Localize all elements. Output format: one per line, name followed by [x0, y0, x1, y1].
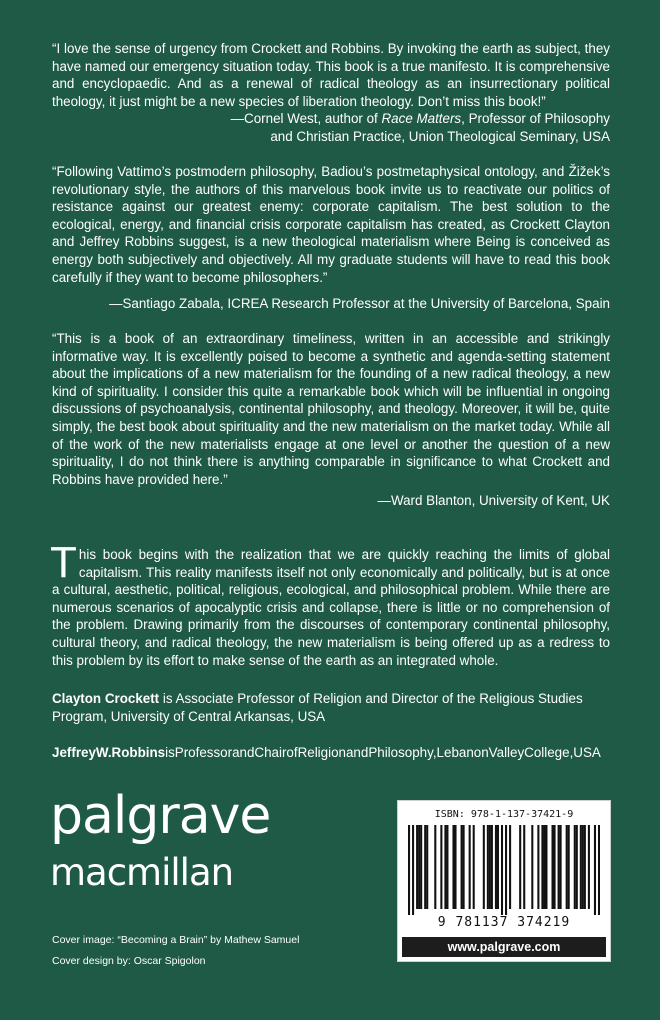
drop-cap: T	[50, 538, 77, 587]
barcode-bar	[416, 825, 418, 909]
attribution-text: and Christian Practice, Union Theological Seminary, USA	[270, 128, 610, 144]
cover-image-credit: Cover image: “Becoming a Brain” by Mathew Samuel	[52, 934, 300, 946]
barcode-bar	[461, 825, 463, 909]
cover-design-credit: Cover design by: Oscar Spigolon	[52, 955, 206, 967]
barcode-bar	[491, 825, 493, 909]
barcode-bar	[580, 825, 582, 909]
attribution-ward-blanton: —Ward Blanton, University of Kent, UK	[377, 493, 610, 508]
publisher-url: www.palgrave.com	[402, 937, 606, 957]
barcode-bar	[454, 825, 456, 909]
barcode-digits: 9 781137 374219	[437, 915, 571, 930]
barcode-image	[408, 825, 600, 915]
barcode-bar	[519, 825, 521, 909]
publisher-logo-macmillan: macmillan	[50, 851, 234, 894]
attribution-text: , Professor of Philosophy	[461, 111, 610, 126]
barcode-bar	[469, 825, 471, 909]
barcode-bar	[551, 825, 553, 909]
author-bio-robbins	[52, 744, 610, 762]
attribution-cornel-west	[90, 110, 610, 145]
author-bio-text: isProfessorandChairofReligionandPhilosophy,LebanonValleyCollege,USA	[165, 745, 601, 760]
barcode-bar	[487, 825, 489, 909]
barcode-bar	[426, 825, 428, 909]
barcode-bar	[483, 825, 485, 909]
barcode-panel	[397, 800, 611, 962]
barcode-bar	[594, 825, 596, 915]
barcode-bar	[434, 825, 436, 909]
quote-santiago-zabala: “Following Vattimo’s postmodern philosophy, Badiou’s postmetaphysical ontology, and Žižek’s revolutionary style, the authors of this marvelous book invite us to reactivate our politics of resistance against our greatest enemy: corporate capitalism. The best solution to the ecological, energy, and financial crisis corporate capitalism has created, as Crockett Clayton and Jeffrey Robbins suggest, is a new theological materialism where Being is conceived as energy both subjectively and objectively. All my graduate students will have to read this book carefully if they want to become philosophers.”	[52, 164, 610, 285]
attribution-text: —Cornel West, author of	[230, 111, 382, 126]
barcode-bar	[598, 825, 600, 915]
barcode-bar	[497, 825, 499, 909]
barcode-bar	[560, 825, 562, 909]
barcode-bar	[420, 825, 422, 909]
barcode-bar	[582, 825, 584, 909]
barcode-bar	[501, 825, 503, 915]
barcode-bar	[509, 825, 511, 909]
barcode-bar	[537, 825, 539, 909]
barcode-bar	[574, 825, 576, 909]
barcode-bar	[566, 825, 568, 909]
barcode-bar	[412, 825, 414, 915]
barcode-bar	[463, 825, 465, 909]
barcode-bar	[505, 825, 507, 915]
barcode-bar	[489, 825, 491, 909]
author-name: Clayton Crockett	[52, 691, 160, 706]
barcode-bar	[545, 825, 547, 909]
barcode-bar	[568, 825, 570, 909]
barcode-bar	[408, 825, 410, 915]
barcode-bar	[558, 825, 560, 909]
quote-cornel-west: “I love the sense of urgency from Crockett and Robbins. By invoking the earth as subject, they have named our emergency situation today. This book is a true manifesto. It is comprehensive and encyclopaedic. And as a renewal of radical theology as an insurrectionary political theology, it just might be a new species of liberation theology. Don’t miss this book!”	[52, 41, 610, 109]
barcode-bar	[440, 825, 442, 909]
attribution-book-title: Race Matters	[381, 111, 462, 126]
barcode-bar	[473, 825, 475, 909]
author-name: JeffreyW.Robbins	[52, 745, 166, 760]
barcode-bar	[452, 825, 454, 909]
barcode-bar	[446, 825, 448, 909]
description-text: his book begins with the realization that we are quickly reaching the limits of global capitalism. This reality manifests itself not only economically and politically, but is at once a cultural, aesthetic, political, religious, ecological, and philosophical problem. While there are numerous scenarios of apocalyptic crisis and collapse, there is little or no comprehension of the problem. Drawing primarily from the discourses of contemporary continental philosophy, cultural theory, and radical theology, the new materialism is being offered up as a redress to this problem by its effort to make sense of the earth as an integrated whole.	[52, 547, 610, 668]
author-bio-crockett	[52, 690, 610, 725]
barcode-bar	[523, 825, 525, 909]
barcode-bar	[495, 825, 497, 909]
quote-ward-blanton: “This is a book of an extraordinary timeliness, written in an accessible and strikingly informative way. It is excellently poised to become a synthetic and agenda-setting statement about the implications of a new materialism for the founding of a new radical theology, a new kind of spirituality. I consider this quite a remarkable book which will be influential in ongoing discussions of psychoanalysis, continental philosophy, and theology. Moreover, it will be, quite simply, the best book about spirituality and the new materialism on the market today. While all of the work of the new materialists engage at one level or another the question of a new spirituality, I do not think there is anything comparable in significance to what Crockett and Robbins have provided here.”	[52, 331, 610, 487]
barcode-bar	[554, 825, 556, 909]
barcode-bar	[444, 825, 446, 909]
barcode-bar	[418, 825, 420, 909]
author-bio-text: is Associate Professor of Religion and Director of the Religious Studies Program, University of Central Arkansas, USA	[52, 691, 583, 724]
barcode-bar	[584, 825, 586, 909]
attribution-santiago-zabala: —Santiago Zabala, ICREA Research Professor at the University of Barcelona, Spain	[109, 296, 610, 311]
isbn-label: ISBN: 978-1-137-37421-9	[434, 809, 574, 820]
book-description	[50, 538, 610, 669]
barcode-bar	[576, 825, 578, 909]
publisher-logo-palgrave: palgrave	[50, 786, 271, 846]
barcode-bar	[531, 825, 533, 909]
barcode-bar	[424, 825, 426, 909]
barcode-bar	[541, 825, 543, 909]
barcode-bar	[543, 825, 545, 909]
barcode-bar	[588, 825, 590, 909]
